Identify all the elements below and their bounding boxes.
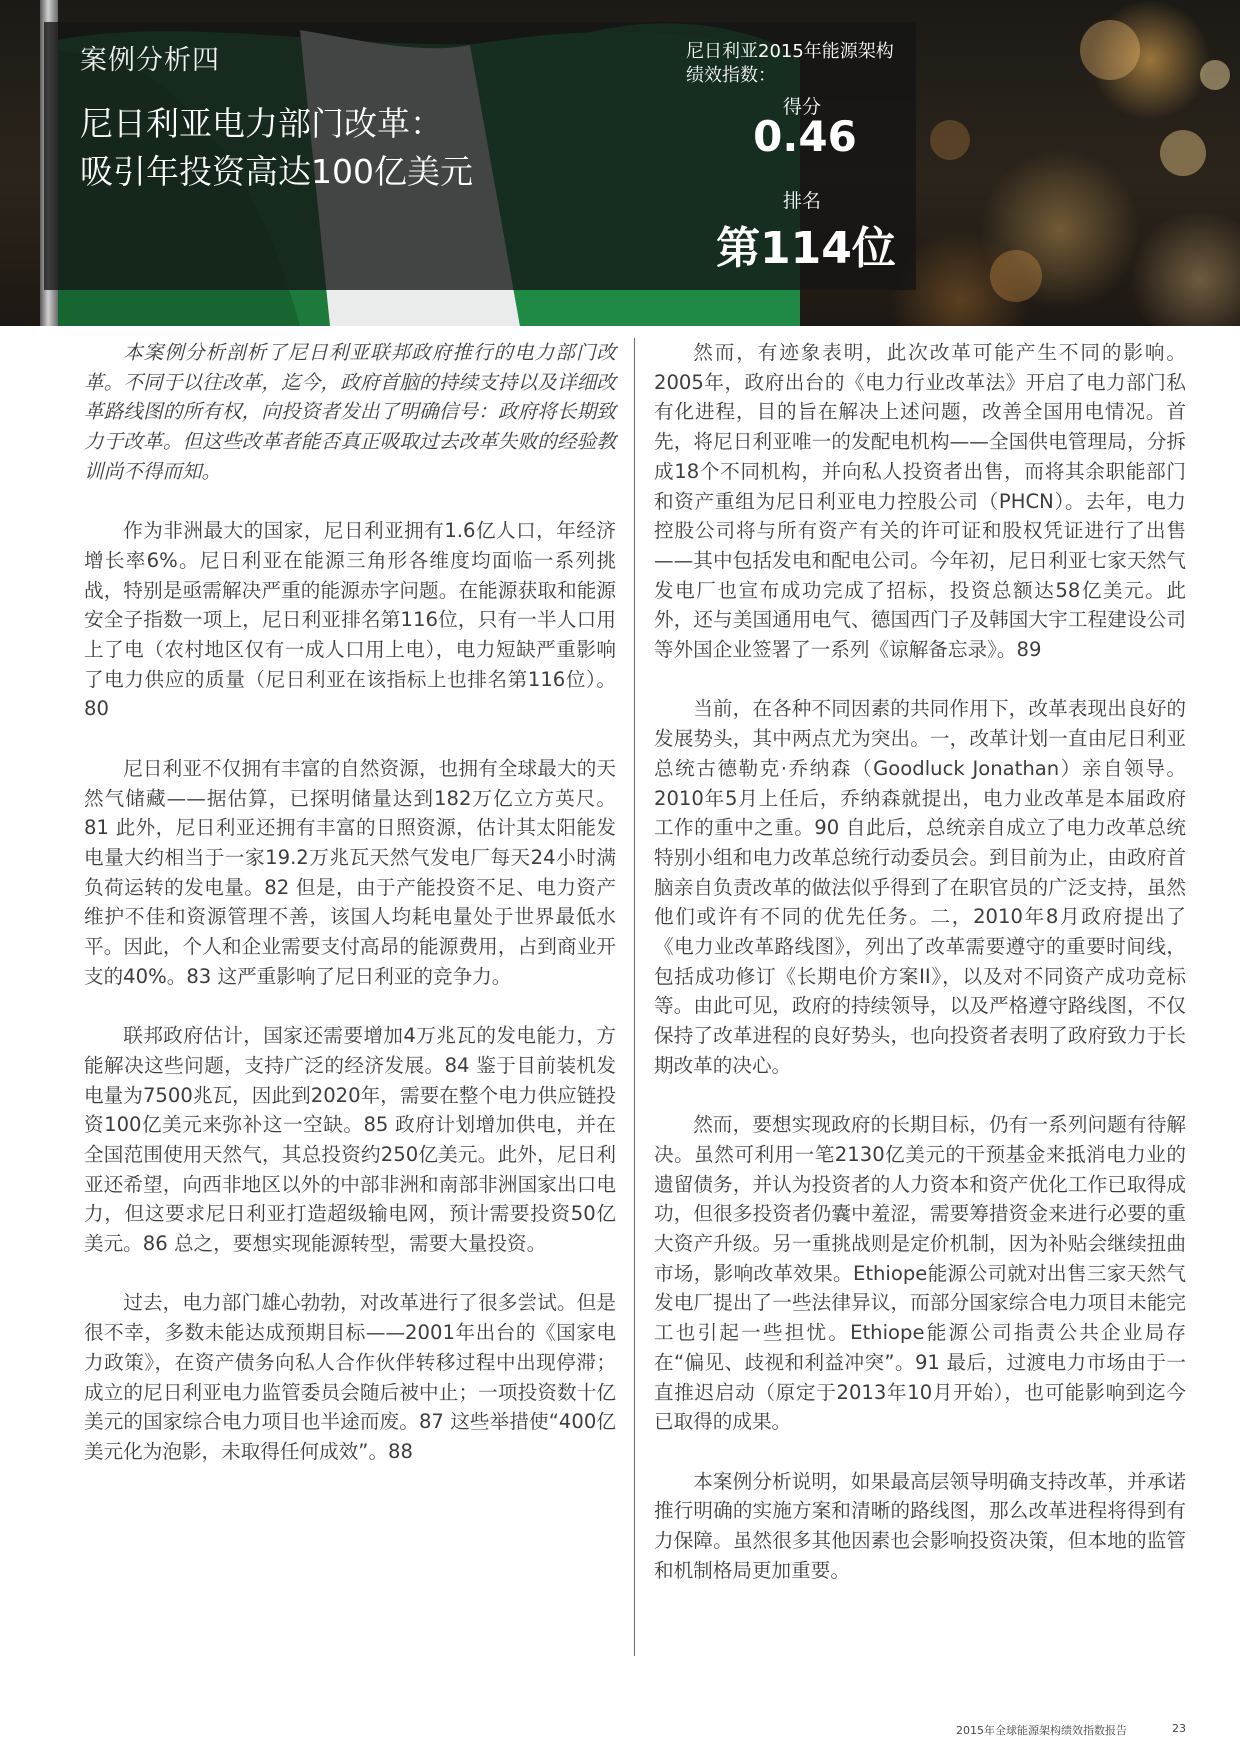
footer-report-title: 2015年全球能源架构绩效指数报告 (956, 1724, 1127, 1737)
column-divider (634, 338, 635, 1656)
rank-value: 第114位 (716, 223, 896, 274)
page-title-line: 尼日利亚电力部门改革： (80, 104, 443, 143)
right-column (654, 338, 1186, 1585)
page-number: 23 (1172, 1722, 1186, 1735)
body-paragraph: 过去，电力部门雄心勃勃，对改革进行了很多尝试。但是很不幸，多数未能达成预期目标——2001年出台的《国家电力政策》，在资产债务向私人合作伙伴转移过程中出现停滞；成立的尼日利亚电力监管委员会随后被中止；一项投资数十亿美元的国家综合电力项目也半途而废。87 这些举措使“400亿美元化为泡影，未取得任何成效”。88 (84, 1291, 616, 1463)
body-paragraph: 然而，有迹象表明，此次改革可能产生不同的影响。2005年，政府出台的《电力行业改革法》开启了电力部门私有化进程，目的旨在解决上述问题，改善全国用电情况。首先，将尼日利亚唯一的发配电机构——全国供电管理局，分拆成18个不同机构，并向私人投资者出售，而将其余职能部门和资产重组为尼日利亚电力控股公司（PHCN）。去年，电力控股公司将与所有资产有关的许可证和股权凭证进行了出售——其中包括发电和配电公司。今年初，尼日利亚七家天然气发电厂也宣布成功完成了招标，投资总额达58亿美元。此外，还与美国通用电气、德国西门子及韩国大宇工程建设公司等外国企业签署了一系列《谅解备忘录》。89 (654, 341, 1186, 662)
body-paragraph: 尼日利亚不仅拥有丰富的自然资源，也拥有全球最大的天然气储藏——据估算，已探明储量达到182万亿立方英尺。81 此外，尼日利亚还拥有丰富的日照资源，估计其太阳能发电量大约相当于一家19.2万兆瓦天然气发电厂每天24小时满负荷运转的发电量。82 但是，由于产能投资不足、电力资产维护不佳和资源管理不善，该国人均耗电量处于世界最低水平。因此，个人和企业需要支付高昂的能源费用，占到商业开支的40%。83 这严重影响了尼日利亚的竞争力。 (84, 756, 616, 988)
page-title-line: 吸引年投资高达100亿美元 (80, 152, 473, 191)
body-paragraph: 当前，在各种不同因素的共同作用下，改革表现出良好的发展势头，其中两点尤为突出。一，改革计划一直由尼日利亚总统古德勒克·乔纳森（Goodluck Jonathan）亲自领导。2010年5月上任后，乔纳森就提出，电力业改革是本届政府工作的重中之重。90 自此后，总统亲自成立了电力改革总统特别小组和电力改革总统行动委员会。到目前为止，由政府首脑亲自负责改革的做法似乎得到了在职官员的广泛支持，虽然他们或许有不同的优先任务。二，2010年8月政府提出了《电力业改革路线图》，列出了改革需要遵守的重要时间线，包括成功修订《长期电价方案II》，以及对不同资产成功竞标等。由此可见，政府的持续领导，以及严格遵守路线图，不仅保持了改革进程的良好势头，也向投资者表明了政府致力于长期改革的决心。 (654, 697, 1186, 1077)
index-title-line: 尼日利亚2015年能源架构 (686, 41, 894, 62)
page-title (80, 100, 600, 196)
rank-label: 排名 (782, 190, 821, 212)
score-label: 得分 (782, 96, 821, 118)
score-value: 0.46 (753, 112, 857, 161)
intro-paragraph: 本案例分析剖析了尼日利亚联邦政府推行的电力部门改革。不同于以往改革，迄今，政府首脑的持续支持以及详细改革路线图的所有权，向投资者发出了明确信号：政府将长期致力于改革。但这些改革者能否真正吸取过去改革失败的经验教训尚不得而知。 (84, 341, 616, 483)
body-paragraph: 联邦政府估计，国家还需要增加4万兆瓦的发电能力，方能解决这些问题，支持广泛的经济发展。84 鉴于目前装机发电量为7500兆瓦，因此到2020年，需要在整个电力供应链投资100亿美元来弥补这一空缺。85 政府计划增加供电，并在全国范围使用天然气，其总投资约250亿美元。此外，尼日利亚还希望，向西非地区以外的中部非洲和南部非洲国家出口电力，但这要求尼日利亚打造超级输电网，预计需要投资50亿美元。86 总之，要想实现能源转型，需要大量投资。 (84, 1024, 616, 1256)
body-paragraph: 本案例分析说明，如果最高层领导明确支持改革，并承诺推行明确的实施方案和清晰的路线图，那么改革进程将得到有力保障。虽然很多其他因素也会影响投资决策，但本地的监管和机制格局更加重要。 (654, 1469, 1186, 1582)
left-column (84, 338, 616, 1467)
case-study-label: 案例分析四 (80, 45, 220, 76)
index-title (686, 40, 916, 88)
body-paragraph: 作为非洲最大的国家，尼日利亚拥有1.6亿人口，年经济增长率6%。尼日利亚在能源三角形各维度均面临一系列挑战，特别是亟需解决严重的能源赤字问题。在能源获取和能源安全子指数一项上，尼日利亚排名第116位，只有一半人口用上了电（农村地区仅有一成人口用上电），电力短缺严重影响了电力供应的质量（尼日利亚在该指标上也排名第116位）。80 (84, 519, 616, 721)
header-banner (0, 0, 1240, 326)
body-paragraph: 然而，要想实现政府的长期目标，仍有一系列问题有待解决。虽然可利用一笔2130亿美元的干预基金来抵消电力业的遗留债务，并认为投资者的人力资本和资产优化工作已取得成功，但很多投资者仍囊中羞涩，需要筹措资金来进行必要的重大资产升级。另一重挑战则是定价机制，因为补贴会继续扭曲市场，影响改革效果。Ethiope能源公司就对出售三家天然气发电厂提出了一些法律异议，而部分国家综合电力项目未能完工也引起一些担忧。Ethiope能源公司指责公共企业局存在“偏见、歧视和利益冲突”。91 最后，过渡电力市场由于一直推迟启动（原定于2013年10月开始），也可能影响到迄今已取得的成果。 (654, 1113, 1186, 1434)
index-title-line: 绩效指数： (686, 65, 776, 86)
